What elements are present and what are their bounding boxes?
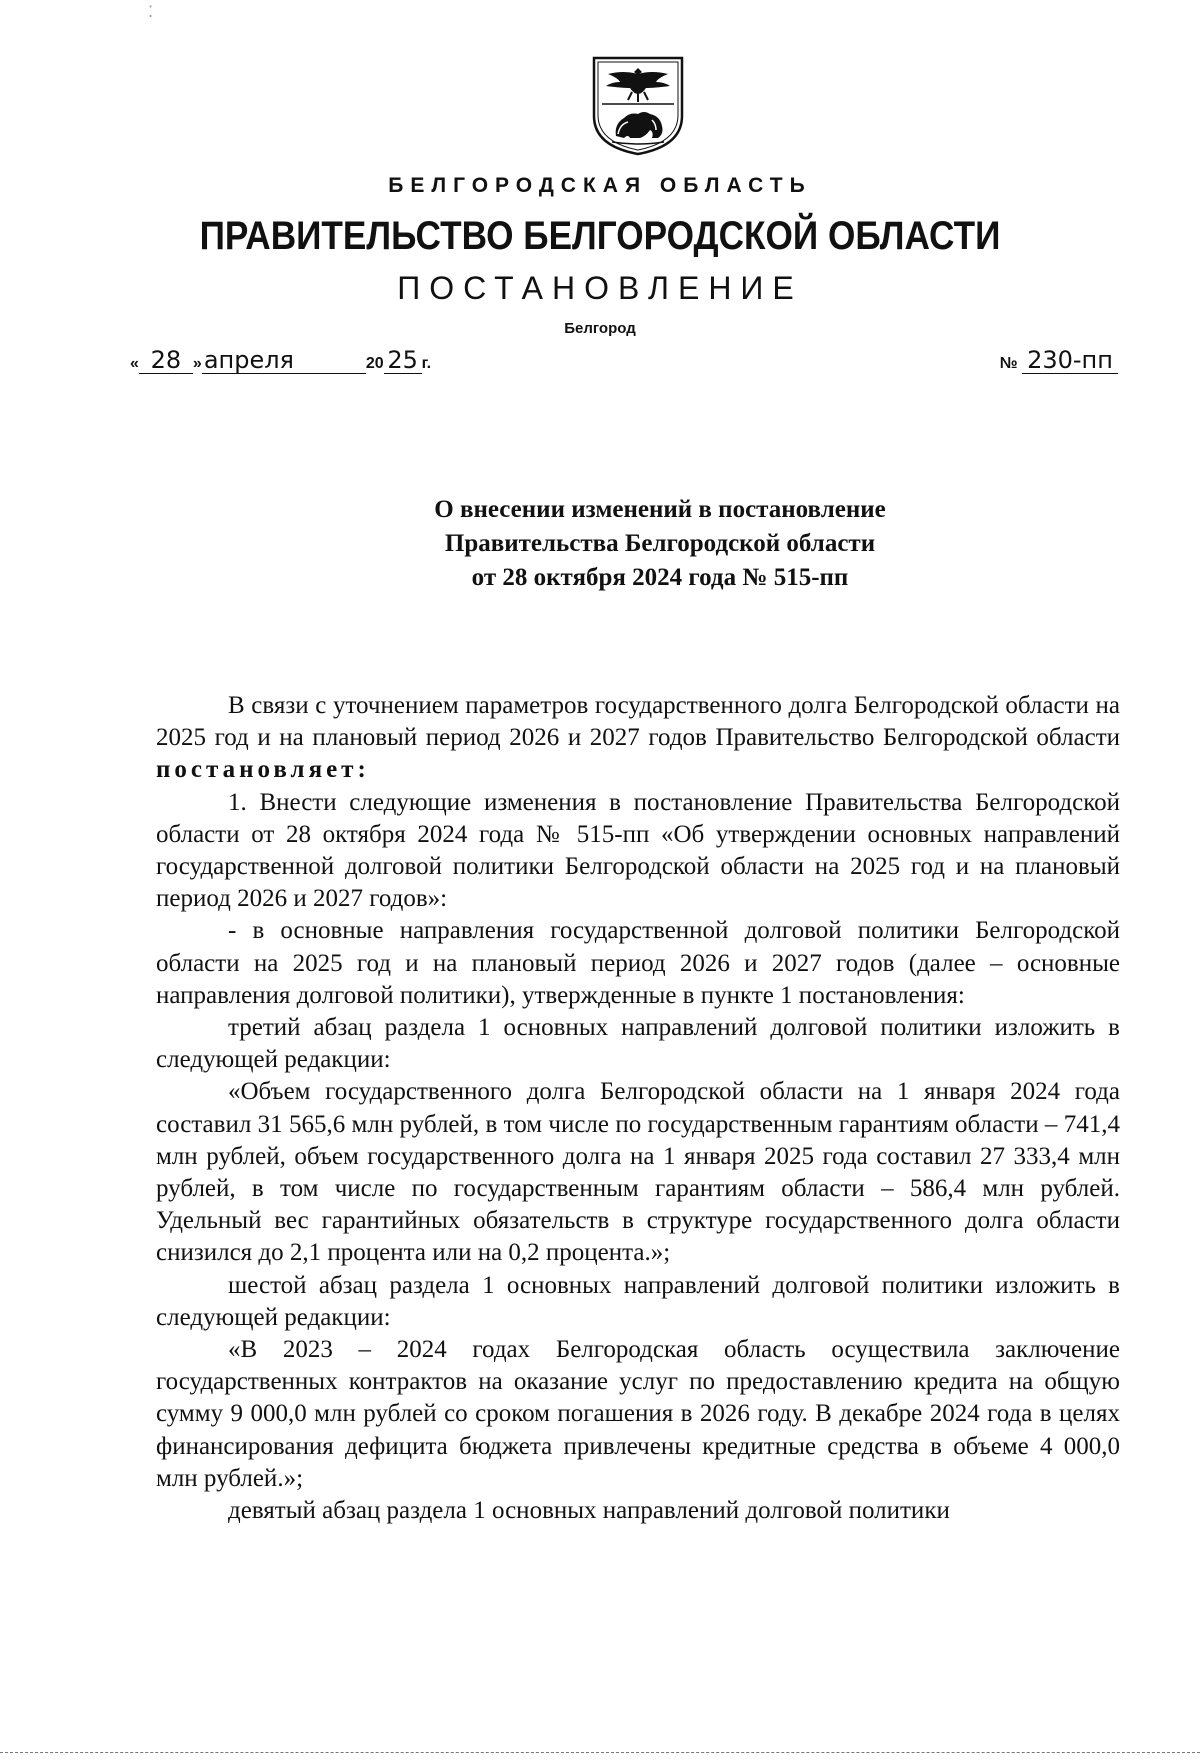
city-name: Белгород [564, 320, 636, 337]
document-body [156, 690, 1120, 1527]
paragraph: - в основные направления государственной долговой политики Белгородской области на 2025 год и на плановый период 2026 и 2027 годов (далее – основные направления долговой политики), утвержденные в пункте 1 постановления: [156, 917, 1120, 1009]
document-date [130, 347, 431, 374]
number-value: 230-пп [1022, 347, 1118, 374]
date-year-mark: г. [421, 355, 432, 372]
scan-artifact: ⁚ [148, 2, 154, 21]
paragraph: девятый абзац раздела 1 основных направлений долговой политики [228, 1497, 950, 1525]
subject-line: О внесении изменений в постановление [434, 496, 886, 523]
paragraph-preamble [156, 690, 1120, 787]
page-edge-line [0, 1752, 1200, 1753]
date-year-suffix: 25 [384, 347, 422, 374]
paragraph: шестой абзац раздела 1 основных направлений долговой политики изложить в следующей редакции: [156, 1271, 1120, 1331]
subject-line: Правительства Белгородской области [444, 530, 876, 557]
number-prefix: № [999, 355, 1018, 372]
resolves-word: постановляет: [156, 756, 370, 784]
paragraph: третий абзац раздела 1 основных направлений долговой политики изложить в следующей редакции: [156, 1014, 1120, 1074]
paragraph: «Объем государственного долга Белгородской области на 1 января 2024 года составил 31 565,6 млн рублей, в том числе по государственным гарантиям области – 741,4 млн рублей, объем государственного долга на 1 января 2025 года составил 27 333,4 млн рублей, в том числе по государственным гарантиям области – 586,4 млн рублей. Удельный вес гарантийных обязательств в структуре государственного долга области снизился до 2,1 процента или на 0,2 процента.»; [156, 1078, 1120, 1267]
paragraph: 1. Внести следующие изменения в постановление Правительства Белгородской области от 28 октября 2024 года № 515-пп «Об утверждении основных направлений государственной долговой политики Белгородской области на 2025 год и на плановый период 2026 и 2027 годов»: [156, 788, 1120, 913]
region-name: БЕЛГОРОДСКАЯ ОБЛАСТЬ [388, 174, 812, 197]
date-close-quote: » [192, 355, 202, 372]
date-day: 28 [139, 347, 193, 374]
date-year-prefix: 20 [365, 355, 384, 372]
document-type: ПОСТАНОВЛЕНИЕ [397, 270, 803, 306]
paragraph: «В 2023 – 2024 годах Белгородская область осуществила заключение государственных контрактов на оказание услуг по предоставлению кредита на общую сумму 9 000,0 млн рублей со сроком погашения в 2026 году. В декабре 2024 года в целях финансирования дефицита бюджета привлечены кредитные средства в объеме 4 000,0 млн рублей.»; [156, 1336, 1120, 1492]
government-title: ПРАВИТЕЛЬСТВО БЕЛГОРОДСКОЙ ОБЛАСТИ [199, 214, 1001, 258]
subject-line: от 28 октября 2024 года № 515-пп [471, 564, 849, 591]
date-month: апреля [202, 347, 366, 374]
document-number [1000, 347, 1118, 374]
preamble-text: В связи с уточнением параметров государственного долга Белгородской области на 2025 год и на плановый период 2026 и 2027 годов Правительство Белгородской области [156, 692, 1120, 752]
document-subject [0, 493, 1200, 595]
coat-of-arms-icon [590, 54, 686, 158]
date-open-quote: « [130, 355, 139, 372]
